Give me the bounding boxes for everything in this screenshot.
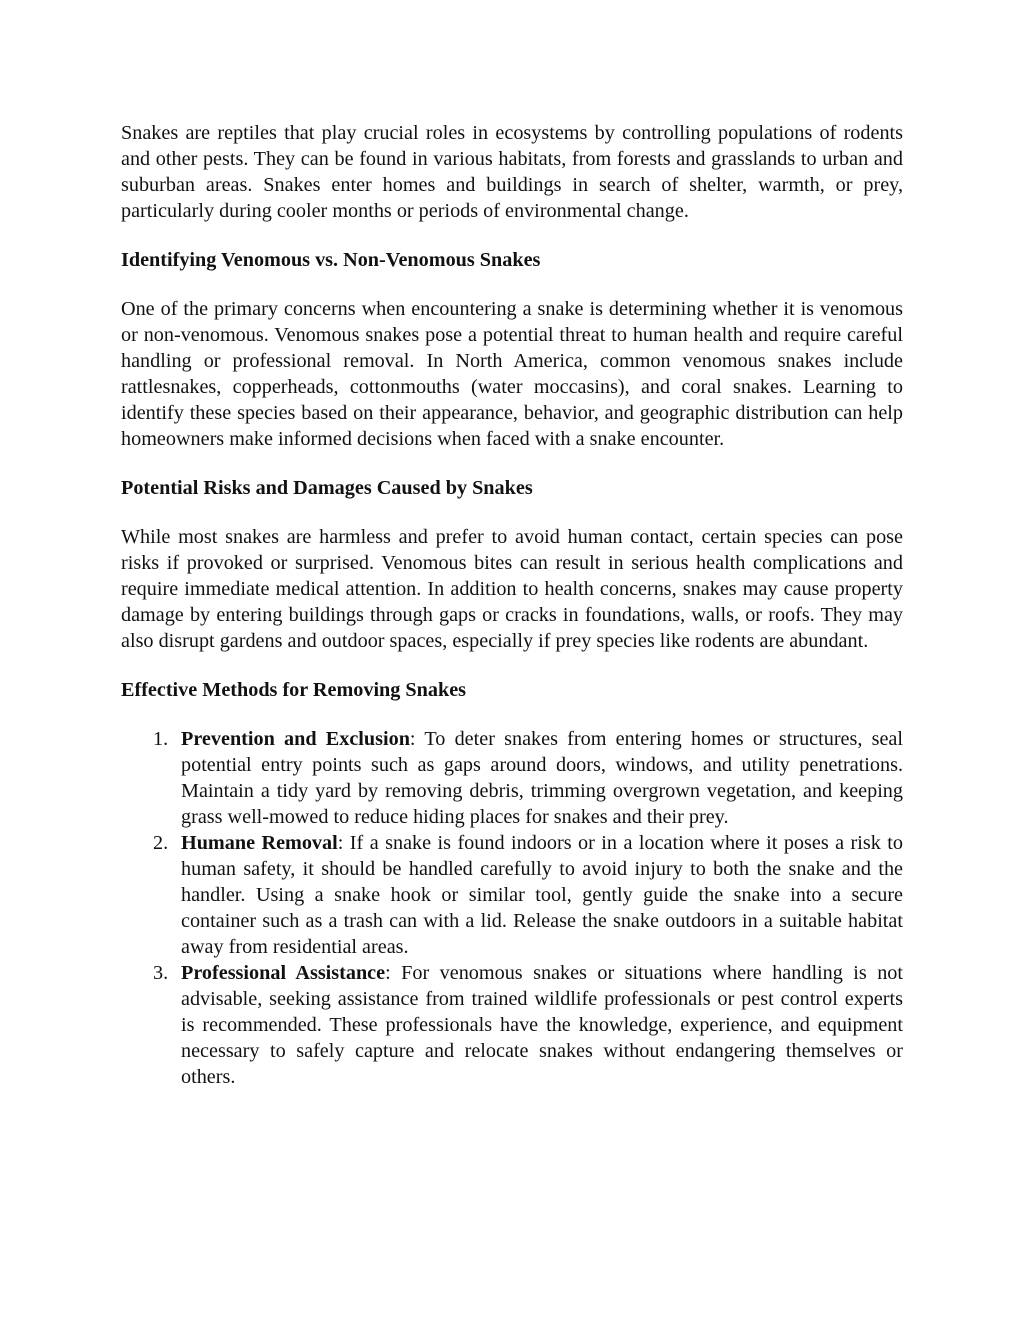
- list-item-term: Humane Removal: [181, 832, 338, 854]
- list-number: 2.: [153, 832, 169, 854]
- list-item-humane-removal: [121, 830, 903, 960]
- list-item-professional: [121, 960, 903, 1090]
- paragraph-identifying-venomous: One of the primary concerns when encountering a snake is determining whether it is venomous or non-venomous. Venomous snakes pose a potential threat to human health and require careful handling or professional removal. In North America, common venomous snakes include rattlesnakes, copperheads, cottonmouths (water moccasins), and coral snakes. Learning to identify these species based on their appearance, behavior, and geographic distribution can help homeowners make informed decisions when faced with a snake encounter.: [121, 298, 903, 450]
- heading-removal-methods: Effective Methods for Removing Snakes: [121, 679, 467, 701]
- list-item-term: Prevention and Exclusion: [181, 728, 410, 750]
- list-item-term: Professional Assistance: [181, 962, 386, 984]
- list-item-text: : If a snake is found indoors or in a location where it poses a risk to human safety, it should be handled carefully to avoid injury to both the snake and the handler. Using a snake hook or similar tool, gently guide the snake into a secure container such as a trash can with a lid. Release the snake outdoors in a suitable habitat away from residential areas.: [181, 832, 903, 958]
- document-page: [121, 120, 903, 1090]
- intro-paragraph: Snakes are reptiles that play crucial roles in ecosystems by controlling populations of rodents and other pests. They can be found in various habitats, from forests and grasslands to urban and suburban areas. Snakes enter homes and buildings in search of shelter, warmth, or prey, particularly during cooler months or periods of environmental change.: [121, 122, 903, 222]
- heading-identifying-venomous: Identifying Venomous vs. Non-Venomous Snakes: [121, 249, 541, 271]
- list-item-prevention: [121, 726, 903, 830]
- paragraph-risks-damages: While most snakes are harmless and prefer to avoid human contact, certain species can pose risks if provoked or surprised. Venomous bites can result in serious health complications and require immediate medical attention. In addition to health concerns, snakes may cause property damage by entering buildings through gaps or cracks in foundations, walls, or roofs. They may also disrupt gardens and outdoor spaces, especially if prey species like rodents are abundant.: [121, 526, 903, 652]
- list-item-text: : For venomous snakes or situations where handling is not advisable, seeking assistance from trained wildlife professionals or pest control experts is recommended. These professionals have the knowledge, experience, and equipment necessary to safely capture and relocate snakes without endangering themselves or others.: [181, 962, 904, 1088]
- list-number: 1.: [153, 728, 169, 750]
- list-number: 3.: [153, 962, 169, 984]
- heading-risks-damages: Potential Risks and Damages Caused by Snakes: [121, 477, 533, 499]
- list-item-text: : To deter snakes from entering homes or structures, seal potential entry points such as gaps around doors, windows, and utility penetrations. Maintain a tidy yard by removing debris, trimming overgrown vegetation, and keeping grass well-mowed to reduce hiding places for snakes and their prey.: [181, 728, 903, 828]
- methods-list: [121, 726, 903, 1090]
